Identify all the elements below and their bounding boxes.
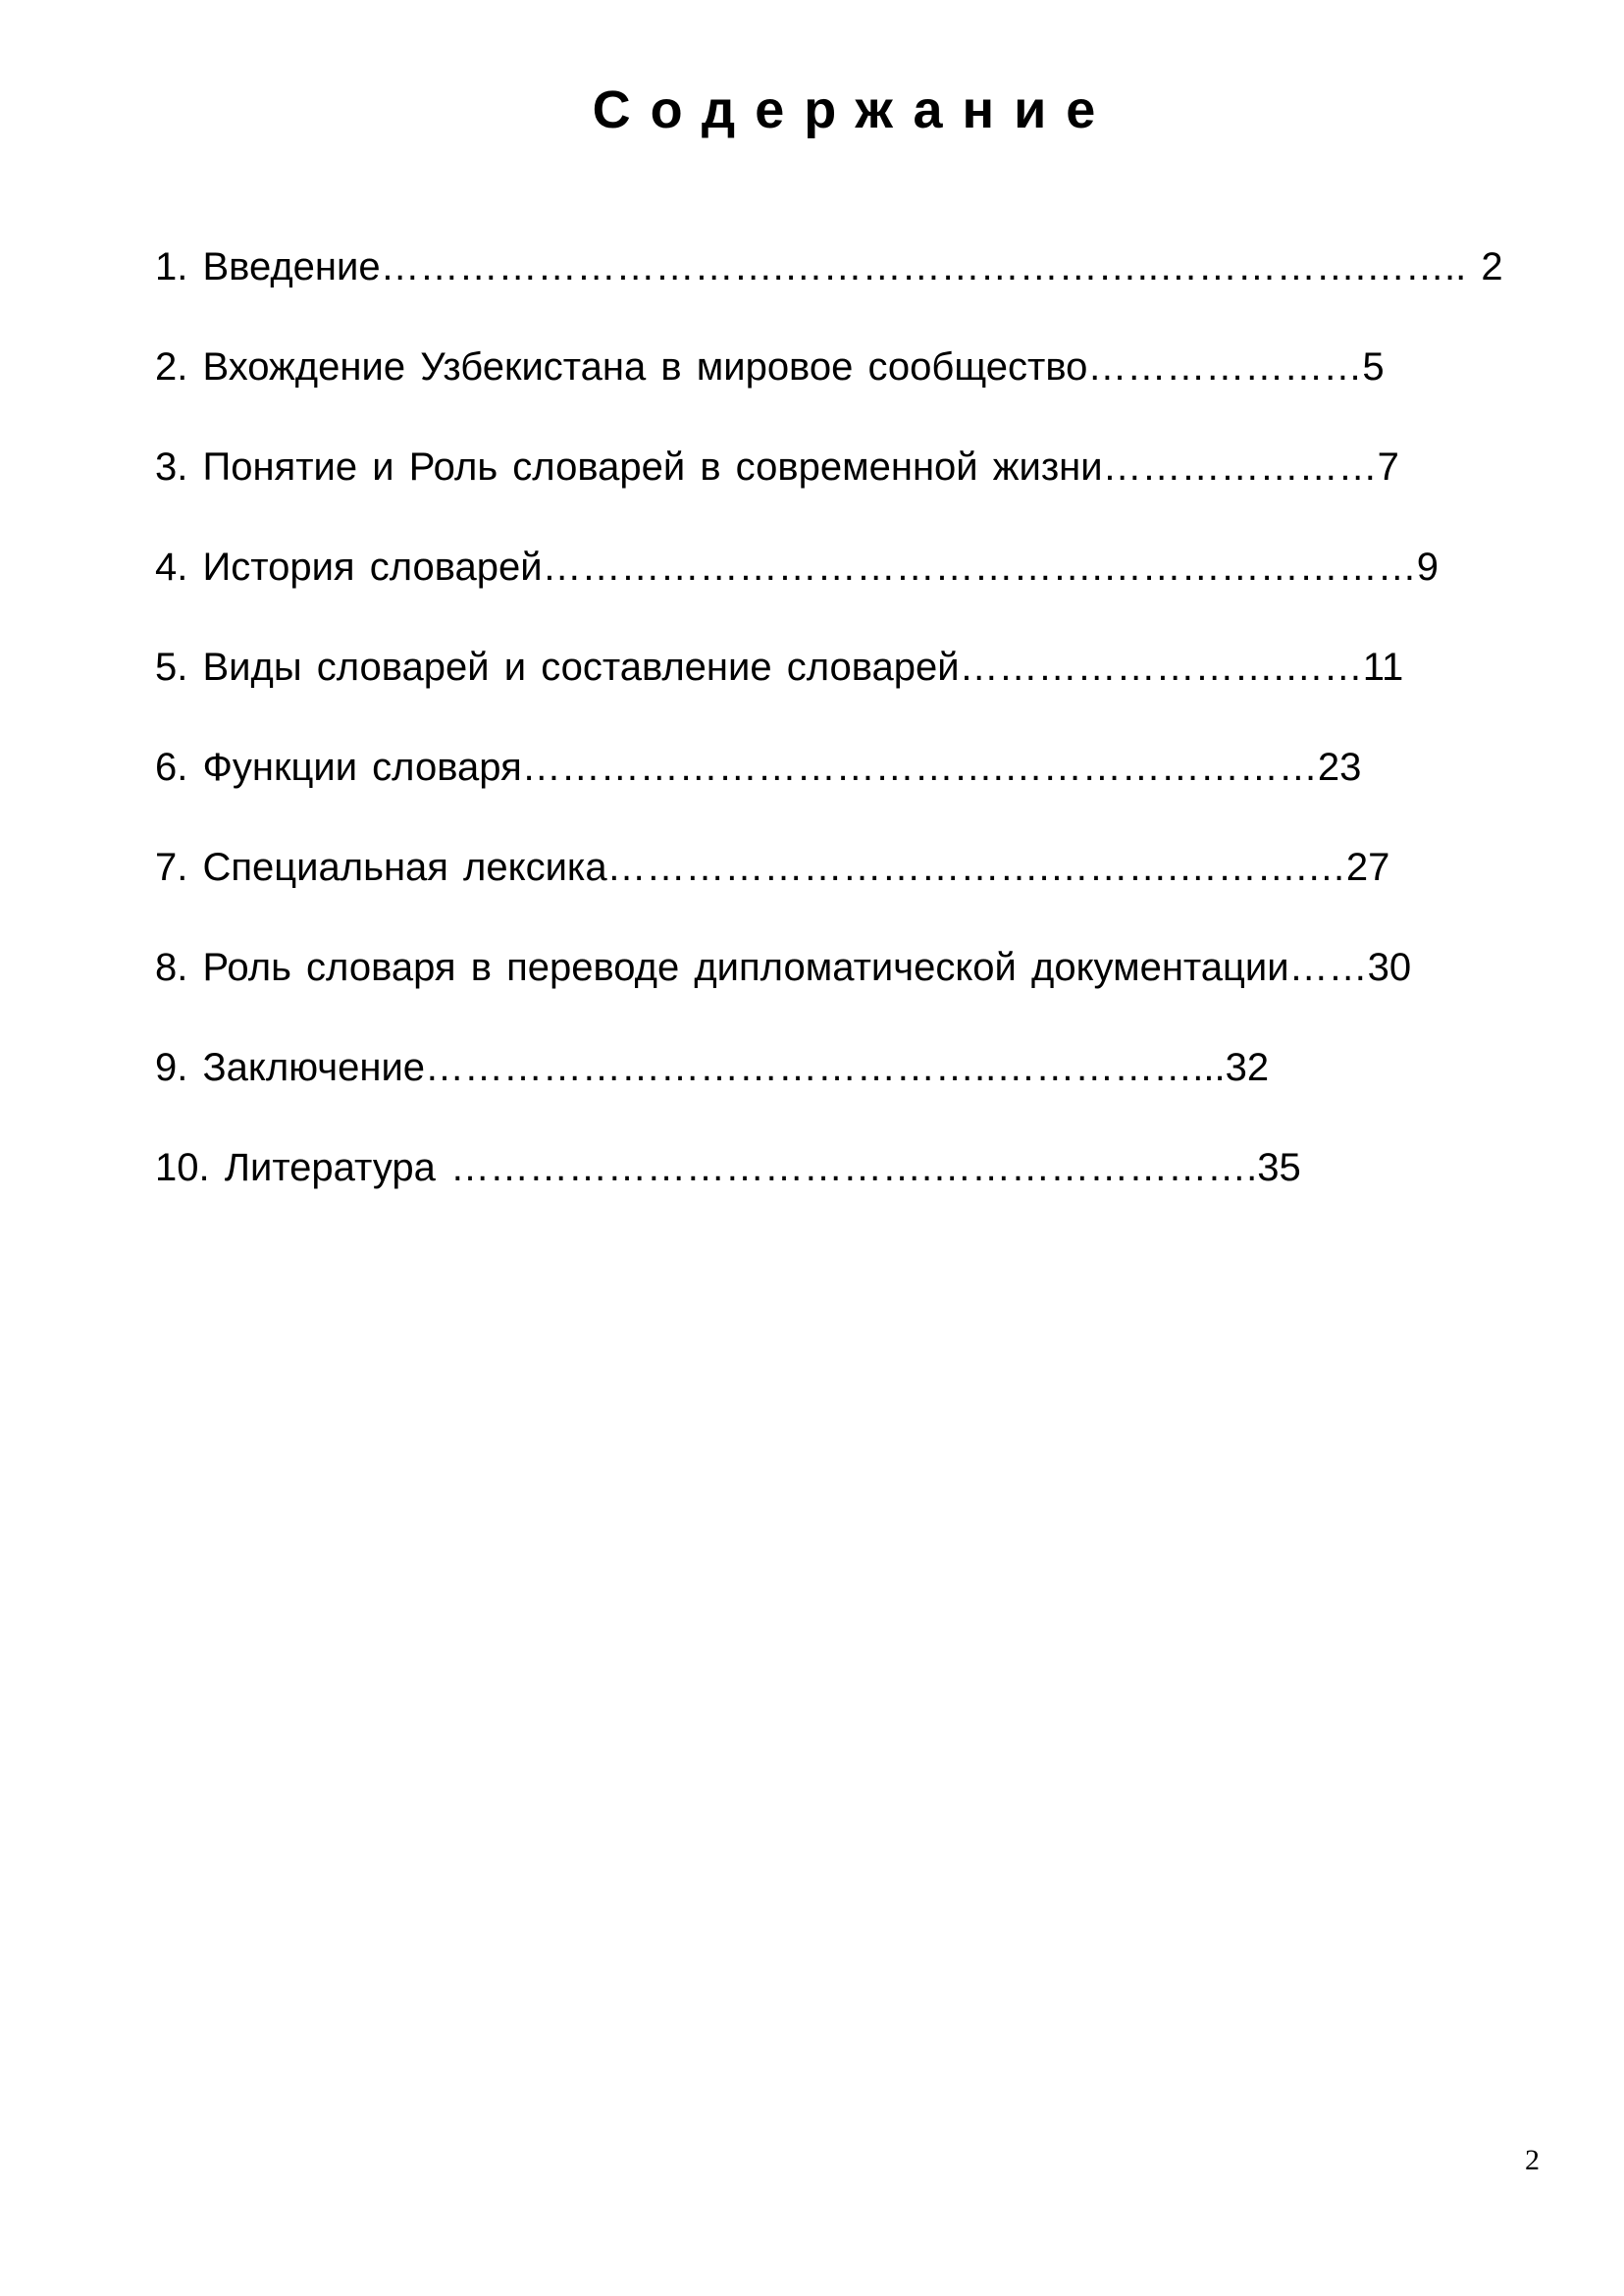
toc-entry: 5. Виды словарей и составление словарей…………………….……11 bbox=[155, 646, 1404, 689]
toc-entry: 8. Роль словаря в переводе дипломатической документации……30 bbox=[155, 946, 1412, 989]
toc-entry: 3. Понятие и Роль словарей в современной жизни…………………7 bbox=[155, 445, 1399, 489]
toc-entry: 6. Функции словаря……………………………….……………………23 bbox=[155, 746, 1362, 789]
page-number: 2 bbox=[1525, 2144, 1540, 2176]
page-title: Содержание bbox=[592, 80, 1116, 139]
toc-entry: 1. Введение………………………….………………………..…………….…….. 2 bbox=[155, 245, 1503, 288]
toc-entry: 10. Литература ……………………………….…………………….35 bbox=[155, 1146, 1301, 1189]
toc-entry: 4. История словарей…………………………………….……………………9 bbox=[155, 546, 1439, 589]
toc-entry: 7. Специальная лексика…………………………….……….……….…27 bbox=[155, 846, 1390, 889]
toc-entry: 9. Заключение……………………………………..……………...32 bbox=[155, 1046, 1270, 1089]
toc-entry: 2. Вхождение Узбекистана в мировое сообщество…………………5 bbox=[155, 345, 1385, 389]
